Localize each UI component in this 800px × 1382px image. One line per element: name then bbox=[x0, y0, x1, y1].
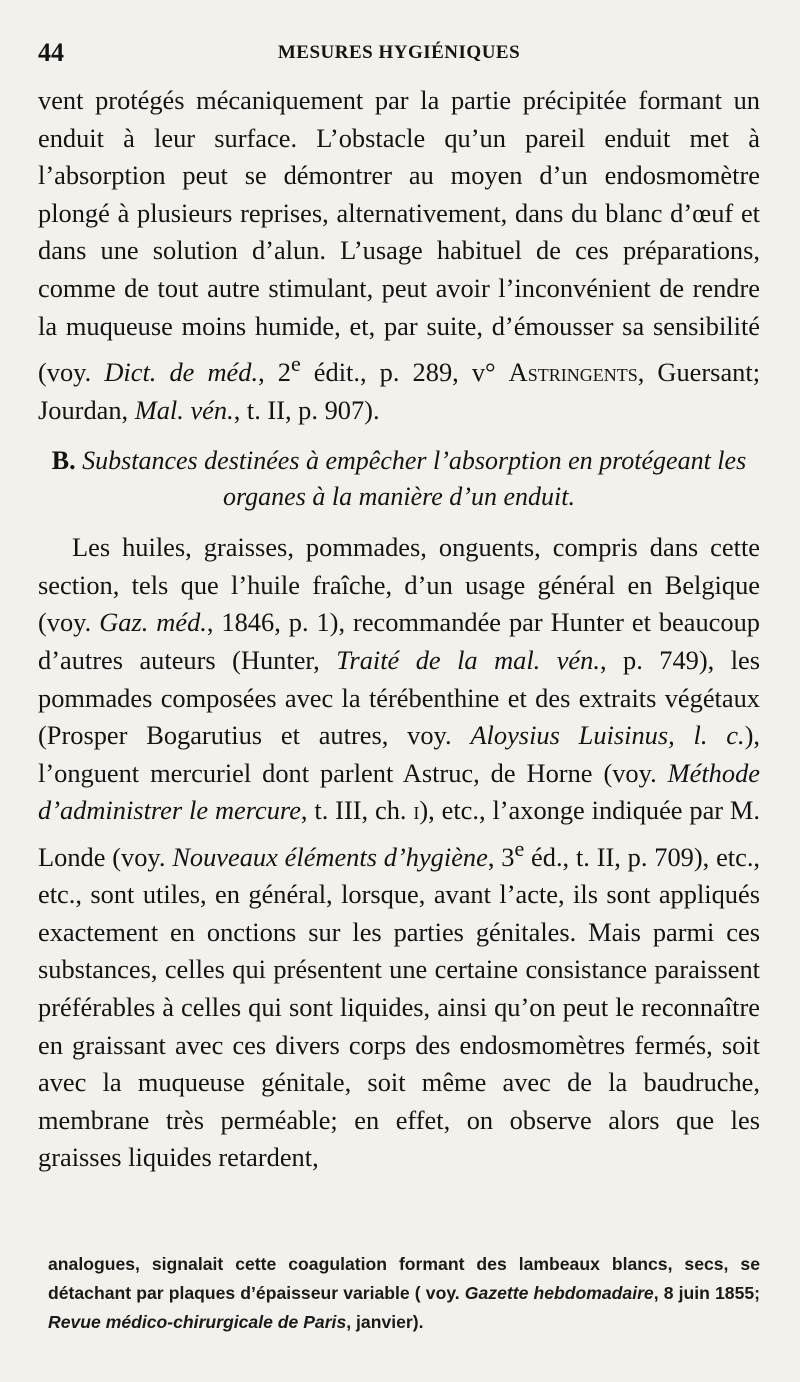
paragraph-2 bbox=[38, 529, 760, 1177]
text-run: , janvier). bbox=[346, 1312, 424, 1332]
superscript: e bbox=[290, 351, 301, 377]
paragraph-1 bbox=[38, 82, 760, 429]
italic-citation: Nouveaux éléments d’hygiène bbox=[172, 841, 488, 872]
text-run: analogues, signalait cette coagulation formant des lambeaux blancs, secs, se détachant par plaques d’épaisseur variable ( voy. bbox=[48, 1254, 760, 1303]
text-run: Les huiles, graisses, pommades, onguents, compris dans cette section, tels que l’huile fraîche, d’un usage général en Belgique (voy. bbox=[38, 532, 760, 638]
italic-citation: Dict. de méd. bbox=[104, 356, 259, 387]
text-run: , p. 749), les pommades composées avec la térébenthine et des extraits végétaux (Prosper Bogarutius et autres, voy. bbox=[38, 644, 761, 751]
text-run: , 2 bbox=[258, 356, 291, 387]
text-run: , 8 juin 1855; bbox=[653, 1283, 760, 1303]
page-number: 44 bbox=[38, 38, 64, 67]
text-run: éd., t. II, p. 709), etc., etc., sont utiles, en général, lorsque, avant l’acte, ils sont appliqués exactement en onctions sur les parties génitales. Mais parmi ces substances, celles qui présentent une certaine consistance paraissent préférables à celles qui sont liquides, ainsi qu’on peut le reconnaître en graissant avec ces divers corps des endosmomètres fermés, soit avec la muqueuse génitale, soit même avec de la baudruche, membrane très perméable; en effet, on observe alors que les graisses liquides retardent, bbox=[38, 841, 761, 1173]
running-title: MESURES HYGIÉNIQUES bbox=[277, 42, 521, 63]
italic-citation: Méthode d’administrer le mercure bbox=[38, 757, 760, 826]
body-text bbox=[38, 82, 760, 1177]
text-run: , 3 bbox=[487, 841, 515, 872]
italic-citation: Traité de la mal. vén. bbox=[336, 644, 600, 675]
text-run: ), l’onguent mercuriel dont parlent Astruc, de Horne (voy. bbox=[38, 720, 761, 788]
footnote bbox=[48, 1250, 760, 1337]
text-run: , t. II, p. 907). bbox=[233, 394, 380, 425]
running-head bbox=[38, 38, 760, 82]
italic-citation: Gaz. méd. bbox=[99, 607, 207, 638]
superscript: e bbox=[514, 835, 525, 861]
italic-citation: Mal. vén. bbox=[134, 394, 234, 425]
small-caps-term: i bbox=[413, 795, 420, 826]
text-run: vent protégés mécaniquement par la partie précipitée formant un enduit à leur surface. L’obstacle qu’un pareil enduit met à l’absorption peut se démontrer au moyen d’un endosmomètre plongé à plusieurs reprises, alternativement, dans du blanc d’œuf et dans une solution d’alun. L’usage habituel de ces préparations, comme de tout autre stimulant, peut avoir l’inconvénient de rendre la muqueuse moins humide, et, par suite, d’émousser sa sensibilité (voy. bbox=[38, 85, 760, 387]
section-label: B. bbox=[51, 446, 76, 476]
text-run: , Guersant; Jourdan, bbox=[38, 356, 761, 425]
italic-citation: Gazette hebdomadaire bbox=[464, 1283, 654, 1303]
text-run: édit., p. 289, v° bbox=[300, 356, 509, 387]
italic-citation: Aloysius Luisinus, l. c. bbox=[470, 720, 745, 751]
text-run: , t. III, ch. bbox=[300, 795, 414, 826]
text-run: ), etc., l’axonge indiquée par M. Londe (voy. bbox=[38, 795, 760, 872]
small-caps-term: Astringents bbox=[508, 356, 638, 387]
italic-citation: Revue médico-chirurgicale de Paris bbox=[48, 1312, 347, 1332]
section-title: Substances destinées à empêcher l’absorption en protégeant les organes à la manière d’un enduit. bbox=[82, 446, 747, 512]
text-run: , 1846, p. 1), recommandée par Hunter et beaucoup d’autres auteurs (Hunter, bbox=[38, 607, 760, 675]
section-heading bbox=[38, 443, 760, 515]
